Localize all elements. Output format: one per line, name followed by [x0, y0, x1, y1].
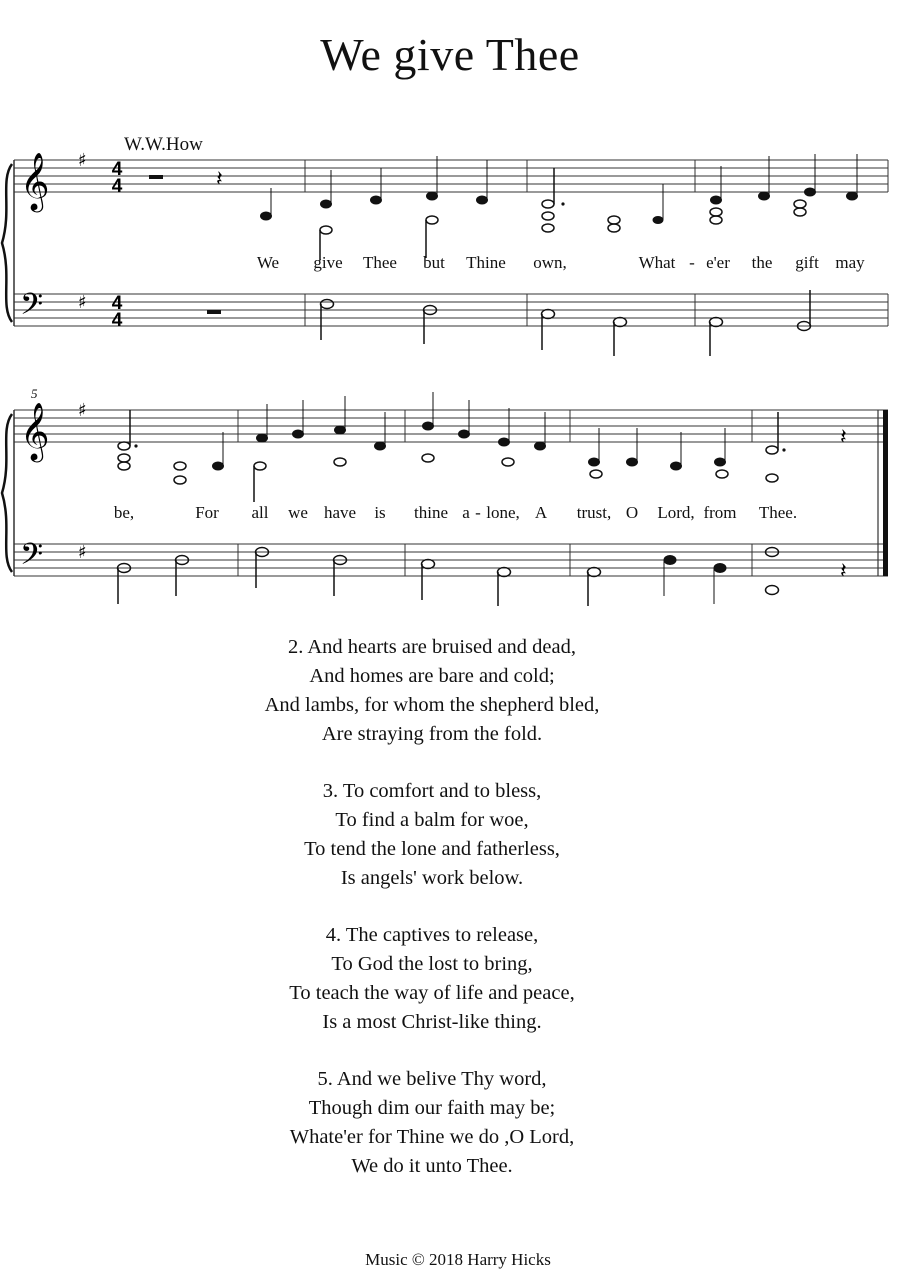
lyric: e'er — [706, 253, 730, 272]
svg-text:4: 4 — [111, 176, 123, 197]
verse-line: And homes are bare and cold; — [309, 665, 555, 687]
lyric: O — [625, 503, 639, 522]
verse-line: 2. And hearts are bruised and dead, — [287, 636, 577, 658]
lyric: the — [751, 253, 773, 272]
lyric: - — [689, 253, 695, 272]
lyric: Thine — [466, 253, 506, 272]
lyric: Thee. — [758, 503, 798, 522]
verse-line: 5. And we belive Thy word, — [317, 1068, 547, 1090]
verse-line: 4. The captives to release, — [325, 924, 539, 946]
verse-line: We do it unto Thee. — [351, 1155, 513, 1177]
lyric: from — [703, 503, 737, 522]
brace-icon — [2, 164, 12, 322]
lyric: own, — [533, 253, 567, 272]
lyric: trust, — [576, 503, 612, 522]
svg-text:𝄽: 𝄽 — [840, 559, 847, 584]
verse-line: Are straying from the fold. — [321, 723, 543, 745]
lyric: be, — [113, 503, 135, 522]
treble-clef-icon: 𝄞 — [20, 152, 50, 210]
verse-line: To God the lost to bring, — [331, 953, 533, 975]
bass-clef-icon: 𝄢 — [20, 538, 44, 579]
sharp-icon: ♯ — [78, 292, 87, 313]
verse-line: Is a most Christ-like thing. — [322, 1011, 542, 1033]
lyric: may — [835, 253, 865, 272]
verse-3 — [0, 777, 864, 893]
lyric: is — [374, 503, 386, 522]
treble-clef-icon: 𝄞 — [20, 402, 50, 460]
svg-text:4: 4 — [111, 293, 123, 314]
lyric: a — [462, 503, 470, 522]
lyric: gift — [795, 253, 819, 272]
music-system-2 — [0, 390, 900, 620]
lyricist-credit: W.W.How — [124, 134, 203, 155]
lyric: we — [288, 503, 308, 522]
verse-line: Though dim our faith may be; — [308, 1097, 556, 1119]
brace-icon — [2, 414, 12, 572]
verse-line: Whate'er for Thine we do ,O Lord, — [289, 1126, 575, 1148]
sharp-icon: ♯ — [78, 542, 87, 563]
lyric: all — [251, 503, 269, 522]
verse-line: Is angels' work below. — [340, 867, 524, 889]
time-signature — [112, 159, 123, 331]
svg-text:𝄽: 𝄽 — [840, 425, 847, 450]
verse-5 — [0, 1065, 864, 1181]
verse-line: To teach the way of life and peace, — [289, 982, 575, 1004]
verse-line: And lambs, for whom the shepherd bled, — [264, 694, 600, 716]
hymn-title: We give Thee — [320, 29, 580, 80]
lyric: We — [256, 253, 280, 272]
lyrics-line-1 — [257, 253, 865, 272]
verse-line: 3. To comfort and to bless, — [322, 780, 542, 802]
bass-clef-icon: 𝄢 — [20, 288, 44, 329]
music-system-1 — [0, 140, 900, 370]
lyric: Thee — [363, 253, 397, 272]
svg-text:4: 4 — [111, 310, 123, 331]
lyric: lone, — [486, 503, 520, 522]
lyric: For — [195, 503, 219, 522]
measure-number: 5 — [31, 386, 38, 401]
lyric: have — [323, 503, 357, 522]
sharp-icon: ♯ — [78, 150, 87, 171]
svg-text:𝄽: 𝄽 — [216, 167, 223, 192]
copyright-notice: Music © 2018 Harry Hicks — [365, 1250, 551, 1269]
lyric: - — [475, 503, 481, 522]
sharp-icon: ♯ — [78, 400, 87, 421]
lyric: but — [423, 253, 445, 272]
lyrics-line-2 — [114, 503, 797, 522]
verse-2 — [0, 633, 864, 749]
verses — [0, 633, 864, 1209]
lyric: Lord, — [657, 503, 695, 522]
lyric: give — [313, 253, 343, 272]
lyric: What — [638, 253, 676, 272]
lyric: A — [534, 503, 548, 522]
svg-text:4: 4 — [111, 159, 123, 180]
verse-line: To tend the lone and fatherless, — [304, 838, 560, 860]
verse-4 — [0, 921, 864, 1037]
lyric: thine — [414, 503, 448, 522]
verse-line: To find a balm for woe, — [335, 809, 529, 831]
